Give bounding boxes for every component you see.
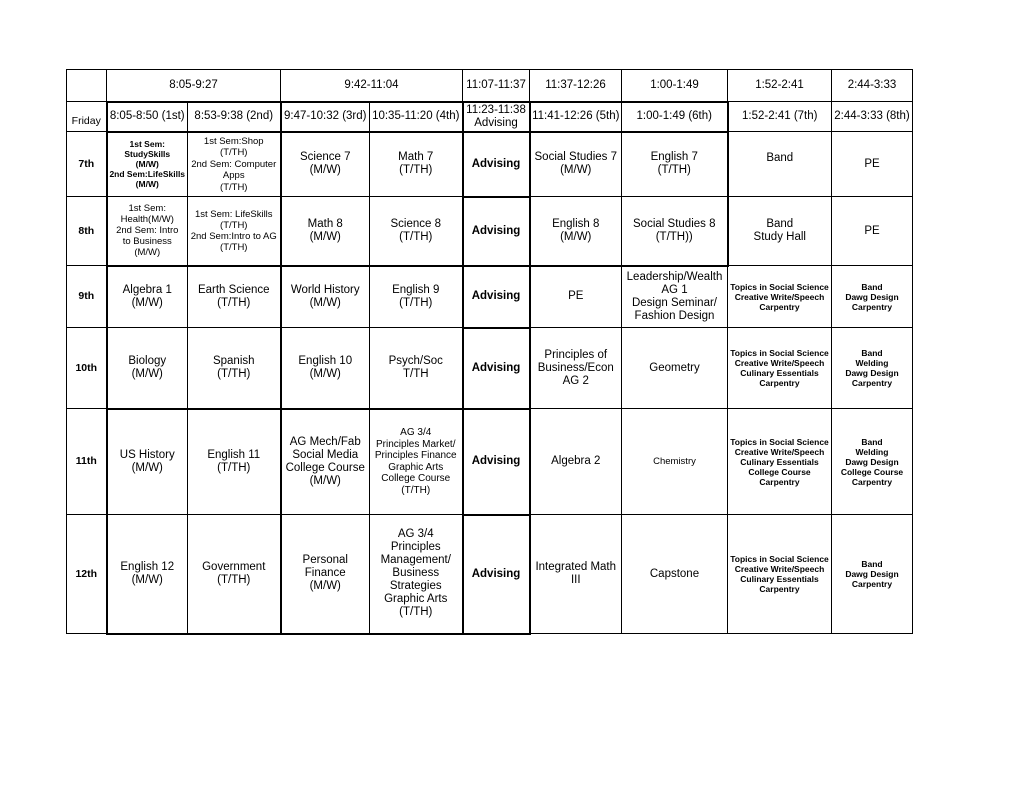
grade-label: 11th — [67, 409, 107, 515]
class-cell: English 12 (M/W) — [107, 515, 188, 634]
class-cell: Government (T/TH) — [188, 515, 281, 634]
class-cell: Topics in Social Science Creative Write/Speech Culinary Essentials College Course Carpentry — [728, 409, 832, 515]
grade-row-12th — [67, 515, 913, 634]
class-cell: US History (M/W) — [107, 409, 188, 515]
class-cell: AG 3/4 Principles Management/ Business Strategies Graphic Arts (T/TH) — [370, 515, 463, 634]
corner-cell — [67, 70, 107, 102]
period-header: 8:53-9:38 (2nd) — [188, 102, 281, 132]
class-cell: English 10 (M/W) — [281, 328, 370, 409]
class-cell: PE — [832, 197, 913, 266]
class-cell: Integrated Math III — [530, 515, 622, 634]
class-cell: Chemistry — [622, 409, 728, 515]
grade-label: 7th — [67, 132, 107, 197]
advising-cell: Advising — [463, 197, 530, 266]
advising-cell: Advising — [463, 409, 530, 515]
grade-row-10th — [67, 328, 913, 409]
advising-cell: Advising — [463, 266, 530, 328]
class-cell: Math 7 (T/TH) — [370, 132, 463, 197]
class-cell: Spanish (T/TH) — [188, 328, 281, 409]
grade-row-7th — [67, 132, 913, 197]
class-cell: Band Welding Dawg Design College Course Carpentry — [832, 409, 913, 515]
period-header: 9:47-10:32 (3rd) — [281, 102, 370, 132]
grade-label: 8th — [67, 197, 107, 266]
class-cell: Earth Science (T/TH) — [188, 266, 281, 328]
class-cell: Topics in Social Science Creative Write/Speech Culinary Essentials Carpentry — [728, 328, 832, 409]
class-cell: Algebra 1 (M/W) — [107, 266, 188, 328]
class-cell: English 11 (T/TH) — [188, 409, 281, 515]
class-cell: Topics in Social Science Creative Write/Speech Carpentry — [728, 266, 832, 328]
grade-row-9th — [67, 266, 913, 328]
period-header: 1:00-1:49 (6th) — [622, 102, 728, 132]
class-cell: English 9 (T/TH) — [370, 266, 463, 328]
class-cell: Math 8 (M/W) — [281, 197, 370, 266]
class-cell: 1st Sem:Shop (T/TH) 2nd Sem: Computer Apps (T/TH) — [188, 132, 281, 197]
class-cell: Biology (M/W) — [107, 328, 188, 409]
class-cell: World History (M/W) — [281, 266, 370, 328]
class-cell: English 7 (T/TH) — [622, 132, 728, 197]
grade-label: 9th — [67, 266, 107, 328]
class-cell: Algebra 2 — [530, 409, 622, 515]
class-cell: Science 8 (T/TH) — [370, 197, 463, 266]
class-cell: Psych/Soc T/TH — [370, 328, 463, 409]
class-cell: Band Dawg Design Carpentry — [832, 515, 913, 634]
class-cell: Leadership/Wealth AG 1 Design Seminar/ Fashion Design — [622, 266, 728, 328]
grade-row-11th — [67, 409, 913, 515]
advising-cell: Advising — [463, 132, 530, 197]
class-cell: Band — [728, 132, 832, 197]
class-cell: Geometry — [622, 328, 728, 409]
class-cell: AG 3/4 Principles Market/ Principles Finance Graphic Arts College Course (T/TH) — [370, 409, 463, 515]
class-cell: PE — [832, 132, 913, 197]
block-time-header: 2:44-3:33 — [832, 70, 913, 102]
period-header: 11:23-11:38 Advising — [463, 102, 530, 132]
advising-cell: Advising — [463, 328, 530, 409]
grade-label: 10th — [67, 328, 107, 409]
class-cell: English 8 (M/W) — [530, 197, 622, 266]
class-cell: Band Dawg Design Carpentry — [832, 266, 913, 328]
class-cell: 1st Sem: LifeSkills (T/TH) 2nd Sem:Intro to AG (T/TH) — [188, 197, 281, 266]
block-time-header: 8:05-9:27 — [107, 70, 281, 102]
period-header: 8:05-8:50 (1st) — [107, 102, 188, 132]
period-header: 11:41-12:26 (5th) — [530, 102, 622, 132]
class-cell: Personal Finance (M/W) — [281, 515, 370, 634]
day-label: Friday — [67, 102, 107, 132]
class-cell: Social Studies 8 (T/TH)) — [622, 197, 728, 266]
class-cell: PE — [530, 266, 622, 328]
block-time-header: 11:37-12:26 — [530, 70, 622, 102]
grade-row-8th — [67, 197, 913, 266]
class-cell: 1st Sem: StudySkills (M/W) 2nd Sem:LifeSkills (M/W) — [107, 132, 188, 197]
block-time-header: 1:52-2:41 — [728, 70, 832, 102]
class-cell: Social Studies 7 (M/W) — [530, 132, 622, 197]
advising-cell: Advising — [463, 515, 530, 634]
block-time-header: 1:00-1:49 — [622, 70, 728, 102]
period-header: 1:52-2:41 (7th) — [728, 102, 832, 132]
class-cell: Band Welding Dawg Design Carpentry — [832, 328, 913, 409]
block-time-header: 9:42-11:04 — [281, 70, 463, 102]
class-cell: Topics in Social Science Creative Write/Speech Culinary Essentials Carpentry — [728, 515, 832, 634]
class-cell: AG Mech/Fab Social Media College Course (M/W) — [281, 409, 370, 515]
class-cell: Capstone — [622, 515, 728, 634]
period-header: 2:44-3:33 (8th) — [832, 102, 913, 132]
class-cell: 1st Sem: Health(M/W) 2nd Sem: Intro to Business (M/W) — [107, 197, 188, 266]
class-cell: Principles of Business/Econ AG 2 — [530, 328, 622, 409]
schedule-table — [66, 69, 913, 635]
grade-label: 12th — [67, 515, 107, 634]
period-time-row — [67, 102, 913, 132]
class-cell: Band Study Hall — [728, 197, 832, 266]
block-time-row — [67, 70, 913, 102]
class-cell: Science 7 (M/W) — [281, 132, 370, 197]
period-header: 10:35-11:20 (4th) — [370, 102, 463, 132]
block-time-header: 11:07-11:37 — [463, 70, 530, 102]
